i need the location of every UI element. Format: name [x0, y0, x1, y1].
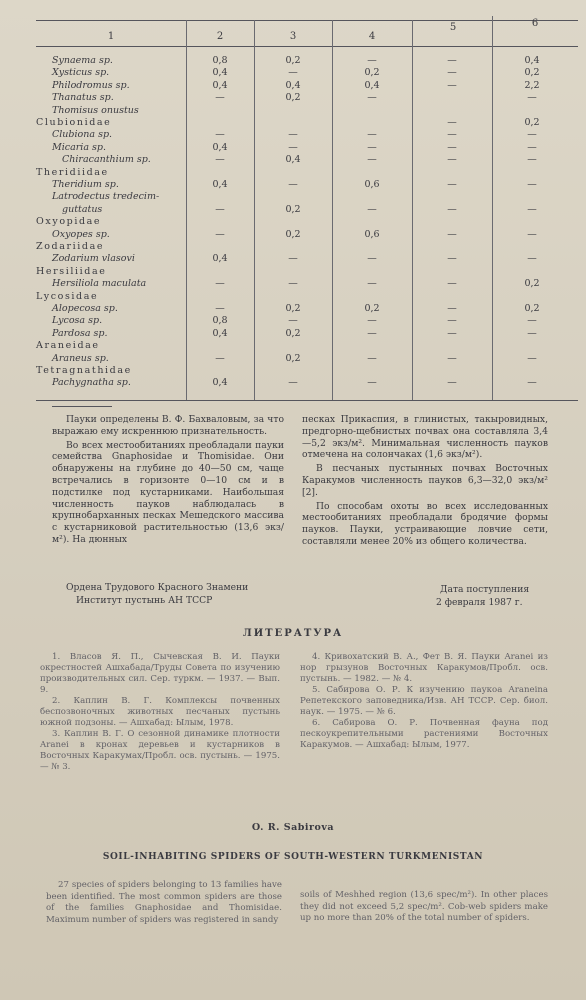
summary-text: soils of Meshhed region (13,6 spec/m²). In other places they did not exceed 5,2 spec/m². Cob-web spiders make up no more than 20% of the total number of spiders. [300, 890, 548, 923]
table-cell: 0,6 [364, 179, 380, 190]
table-cell: 0,4 [524, 55, 540, 66]
text-column-left [52, 414, 284, 548]
table-cell: — [527, 92, 537, 104]
table-cell: — [527, 377, 537, 389]
table-cell: — [215, 228, 225, 240]
table-cell: — [367, 203, 377, 215]
table-cell: — [447, 179, 457, 190]
reference-item: 5. Сабирова О. Р. К изучению паукоа Araneina Репетекского заповедника/Изв. АН ТССР. Сер. биол. наук. — 1975. — № 6. [300, 685, 548, 717]
table-cell: — [288, 67, 298, 79]
table-cell: — [367, 141, 377, 153]
table-cell: — [367, 278, 377, 290]
species-name: Philodromus sp. [52, 79, 130, 91]
table-cell: — [447, 315, 457, 327]
table-row [36, 328, 578, 340]
table-cell: — [447, 67, 457, 79]
table-row [36, 55, 578, 67]
table-cell: — [288, 253, 298, 265]
table-cell: 0,2 [285, 92, 301, 104]
table-cell: — [288, 278, 298, 290]
table-cell: 0,4 [212, 327, 228, 339]
table-cell: — [215, 352, 225, 364]
table-row [36, 117, 578, 129]
table-cell: — [367, 154, 377, 166]
table-cell: — [288, 141, 298, 153]
table-cell: — [215, 92, 225, 104]
family-name: Lycosidae [36, 290, 99, 302]
table-cell: — [527, 179, 537, 190]
table-cell: — [215, 129, 225, 141]
species-name: Zodarium vlasovi [52, 253, 135, 265]
table-cell: — [447, 228, 457, 240]
table-cell: — [447, 253, 457, 265]
family-name: Hersiliidae [36, 265, 107, 277]
species-name: Thomisus onustus [52, 104, 139, 116]
table-cell: — [367, 327, 377, 339]
species-name: Thanatus sp. [52, 92, 114, 104]
table-row [36, 278, 578, 290]
table-cell: 0,8 [212, 315, 228, 327]
species-name: Chiracanthium sp. [62, 154, 151, 166]
table-cell: 0,2 [364, 67, 380, 79]
column-header: 6 [531, 18, 539, 29]
table-row [36, 253, 578, 265]
summary-title: SOIL-INHABITING SPIDERS OF SOUTH-WESTERN TURKMENISTAN [102, 852, 484, 862]
species-name: Lycosa sp. [52, 315, 103, 327]
table-cell: 0,2 [524, 67, 540, 79]
summary-author: O. R. Sabirova [251, 822, 335, 833]
footnote-rule [52, 406, 112, 407]
table-cell: 0,4 [285, 154, 301, 166]
reference-item: 3. Каплин В. Г. О сезонной динамике плотности Aranei в кронах деревьев и кустарников в Восточных Каракумах/Пробл. осв. пустынь. — 1975. — № 3. [40, 729, 280, 772]
table-header-rule [36, 46, 578, 47]
text-column-right [302, 414, 548, 550]
species-name: Pardosa sp. [52, 327, 108, 339]
table-bottom-rule [36, 400, 578, 401]
species-name: Synaema sp. [52, 55, 113, 66]
table-cell: 0,4 [285, 79, 301, 91]
table-cell: — [527, 253, 537, 265]
reference-item: 4. Кривохатский В. А., Фет В. Я. Пауки Aranei из нор грызунов Восточных Каракумов/Пробл. осв. пустынь. — 1982. — № 4. [300, 652, 548, 684]
table-row [36, 291, 578, 303]
family-name: Tetragnathidae [36, 365, 132, 376]
table-cell: — [527, 352, 537, 364]
table-row [36, 353, 578, 365]
table-cell: — [288, 179, 298, 190]
paragraph: По способам охоты во всех исследованных местообитаниях преобладали бродячие формы пауков. Пауки, устраивающие ловчие сети, составляли менее 20% из общего количества. [302, 500, 548, 547]
table-cell: — [367, 315, 377, 327]
table-row [36, 266, 578, 278]
table-cell: 0,2 [285, 327, 301, 339]
table-cell: — [288, 129, 298, 141]
affiliation-line: Институт пустынь АН ТССР [76, 595, 213, 606]
table-cell: — [288, 377, 298, 389]
table-cell: — [447, 154, 457, 166]
table-cell: — [527, 203, 537, 215]
table-top-rule [36, 20, 578, 21]
summary-left [46, 880, 282, 926]
table-cell: 0,2 [524, 303, 540, 314]
table-cell: — [367, 55, 377, 66]
table-cell: 0,2 [524, 278, 540, 290]
paragraph: Во всех местообитаниях преобладали пауки семейства Gnaphosidae и Thomisidae. Они обнаружены на глубине до 40—50 см, чаще встречались в горизонте 0—10 см и в подстилке под кустарниками. Наибольшая численность пауков наблюдалась в крупнобарханных песках Мешедского массива с кустарниковой растительностью (13,6 экз/м²). На дюнных [52, 439, 284, 545]
references-right [300, 652, 548, 751]
species-name: Araneus sp. [52, 352, 109, 364]
table-cell: — [447, 55, 457, 66]
table-cell: 0,8 [212, 55, 228, 66]
table-cell: — [447, 278, 457, 290]
column-header: 2 [216, 31, 224, 42]
table-cell: 0,4 [212, 67, 228, 79]
species-name: Pachygnatha sp. [52, 377, 131, 389]
table-cell: 2,2 [524, 79, 540, 91]
table-cell: — [367, 377, 377, 389]
table-row [36, 216, 578, 228]
table-cell: — [447, 303, 457, 314]
table-cell: — [447, 203, 457, 215]
column-header: 3 [289, 31, 297, 42]
family-name: Araneidae [36, 340, 100, 352]
column-header: 5 [449, 22, 457, 33]
species-name: Micaria sp. [52, 141, 106, 153]
reference-item: 2. Каплин В. Г. Комплексы почвенных беспозвоночных животных песчаных пустынь южной подзоны. — Ашхабад: Ылым, 1978. [40, 696, 280, 728]
table-cell: 0,4 [212, 179, 228, 190]
table-cell: — [447, 117, 457, 128]
table-row [36, 105, 578, 117]
table-cell: — [215, 203, 225, 215]
table-cell: — [288, 315, 298, 327]
column-header: 4 [368, 31, 376, 42]
species-density-table [36, 8, 578, 400]
column-header: 1 [107, 31, 115, 42]
paragraph: песках Прикаспия, в глинистых, такыровидных, предгорно-щебнистых почвах она составляла 3,4—5,2 экз/м². Минимальная численность пауков отмечена на солончаках (1,6 экз/м²). [302, 414, 548, 461]
table-row [36, 241, 578, 253]
table-cell: — [367, 129, 377, 141]
table-cell: 0,4 [212, 79, 228, 91]
table-row [36, 191, 578, 203]
table-cell: — [527, 315, 537, 327]
table-row [36, 365, 578, 377]
table-cell: — [447, 352, 457, 364]
reference-item: 6. Сабирова О. Р. Почвенная фауна под пескоукрепительными растениями Восточных Каракумов. — Ашхабад: Ылым, 1977. [300, 718, 548, 750]
reference-item: 1. Власов Я. П., Сычевская В. И. Пауки окрестностей Ашхабада/Труды Совета по изучению производительных сил. Сер. туркм. — 1937. — Вып. 9. [40, 652, 280, 695]
paragraph: Пауки определены В. Ф. Бахваловым, за что выражаю ему искреннюю признательность. [52, 414, 284, 437]
table-cell: — [367, 92, 377, 104]
summary-right [300, 890, 548, 925]
table-cell: 0,4 [212, 141, 228, 153]
table-cell: 0,4 [212, 377, 228, 389]
table-cell: — [447, 141, 457, 153]
table-cell: — [447, 377, 457, 389]
table-cell: 0,2 [285, 55, 301, 66]
table-row [36, 67, 578, 79]
table-cell: — [215, 278, 225, 290]
table-cell: — [215, 154, 225, 166]
table-cell: 0,4 [212, 253, 228, 265]
table-row [36, 142, 578, 154]
table-cell: — [527, 129, 537, 141]
table-row [36, 229, 578, 241]
table-cell: 0,2 [285, 203, 301, 215]
family-name: Theridiidae [36, 166, 109, 178]
table-row [36, 92, 578, 104]
species-name: Clubiona sp. [52, 129, 113, 141]
species-name: Xysticus sp. [52, 67, 110, 79]
table-cell: — [527, 327, 537, 339]
affiliation-line: Ордена Трудового Красного Знамени [66, 582, 249, 593]
species-name: Latrodectus tredecim- [52, 191, 160, 203]
family-name: Clubionidae [36, 117, 112, 128]
table-row [36, 204, 578, 216]
table-row [36, 303, 578, 315]
species-name: guttatus [62, 203, 103, 215]
table-cell: 0,4 [364, 79, 380, 91]
family-name: Oxyopidae [36, 216, 102, 228]
received-date: 2 февраля 1987 г. [436, 597, 523, 608]
table-cell: 0,2 [285, 352, 301, 364]
paragraph: В песчаных пустынных почвах Восточных Каракумов численность пауков 6,3—32,0 экз/м² [2]. [302, 463, 548, 498]
received-label: Дата поступления [440, 584, 530, 595]
family-name: Zodariidae [36, 241, 105, 252]
table-cell: — [215, 303, 225, 314]
species-name: Hersiliola maculata [52, 278, 147, 290]
table-cell: — [527, 228, 537, 240]
table-row [36, 340, 578, 352]
table-cell: 0,6 [364, 228, 380, 240]
table-row [36, 377, 578, 389]
table-cell: — [367, 352, 377, 364]
table-cell: 0,2 [364, 303, 380, 314]
table-row [36, 315, 578, 327]
species-name: Oxyopes sp. [52, 228, 110, 240]
table-row [36, 154, 578, 166]
table-cell: — [447, 79, 457, 91]
species-name: Alopecosa sp. [52, 303, 118, 314]
references-heading: ЛИТЕРАТУРА [242, 628, 344, 639]
table-row [36, 167, 578, 179]
table-cell: 0,2 [524, 117, 540, 128]
table-cell: — [367, 253, 377, 265]
table-cell: — [527, 154, 537, 166]
species-name: Theridium sp. [52, 179, 119, 190]
table-row [36, 179, 578, 191]
table-cell: 0,2 [285, 303, 301, 314]
table-cell: 0,2 [285, 228, 301, 240]
table-cell: — [527, 141, 537, 153]
table-row [36, 129, 578, 141]
table-row [36, 80, 578, 92]
summary-text: 27 species of spiders belonging to 13 families have been identified. The most common spiders are those of the families Gnaphosidae and Thomisidae. Maximum number of spiders was registered in sandy [46, 880, 282, 925]
table-cell: — [447, 327, 457, 339]
references-left [40, 652, 280, 773]
table-cell: — [447, 129, 457, 141]
